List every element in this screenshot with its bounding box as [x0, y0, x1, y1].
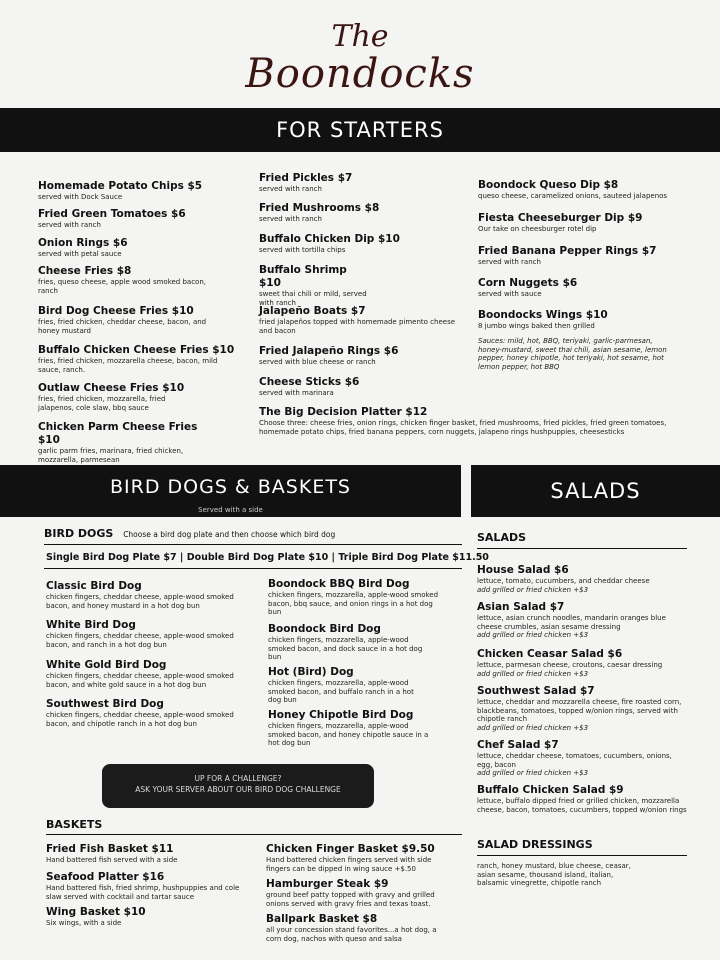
item-name: The Big Decision Platter $12: [259, 406, 428, 418]
menu-item: [38, 421, 218, 464]
wing-sauces: Sauces: mild, hot, BBQ, teriyaki, garlic-parmesan, honey-mustard, sweet thai chili, asian sesame, lemon pepper, honey chipotle, hot teriyaki, hot sesame, hot lemon pepper, hot BBQ: [478, 337, 667, 371]
menu-item: [38, 180, 248, 202]
salad-dressings-heading: SALAD DRESSINGS: [477, 838, 593, 851]
item-name: Wing Basket $10: [46, 906, 146, 918]
item-desc: chicken fingers, mozzarella, apple-wood smoked bacon, and buffalo ranch in a hot dog bun: [268, 679, 414, 704]
item-name: Ballpark Basket $8: [266, 913, 378, 925]
item-desc: lettuce, buffalo dipped fried or grilled chicken, mozzarella cheese, bacon, tomatoes, cucumbers, topped w/onion rings: [477, 797, 687, 814]
item-addon: add grilled or fried chicken +$3: [477, 723, 589, 732]
item-desc: all your concession stand favorites...a hot dog, a corn dog, nachos with queso and salsa: [266, 926, 437, 943]
birddogs-heading: BIRD DOGS Choose a bird dog plate and then choose which bird dog: [44, 527, 336, 540]
item-desc: fries, queso cheese, apple wood smoked bacon, ranch: [38, 278, 206, 295]
item-name: Fried Banana Pepper Rings $7: [478, 245, 657, 257]
menu-item: [38, 237, 248, 259]
menu-item: [266, 878, 451, 908]
item-desc: Six wings, with a side: [46, 919, 122, 927]
item-addon: add grilled or fried chicken +$3: [477, 769, 589, 777]
menu-item: [38, 265, 228, 295]
item-name: Homemade Potato Chips $5: [38, 180, 203, 192]
item-desc: served with blue cheese or ranch: [259, 358, 376, 366]
item-name: White Gold Bird Dog: [46, 659, 167, 671]
item-name: Buffalo Chicken Dip $10: [259, 233, 400, 245]
divider: [44, 544, 462, 545]
birddogs-title: BIRD DOGS & BASKETS: [110, 476, 351, 498]
menu-item: [46, 619, 251, 649]
item-desc: served with ranch: [259, 185, 322, 193]
item-name: Jalapeño Boats $7: [259, 305, 366, 317]
item-desc: fries, fried chicken, mozzarella cheese, bacon, mild sauce, ranch.: [38, 357, 218, 374]
menu-item: [46, 906, 251, 928]
item-name: Outlaw Cheese Fries $10: [38, 382, 185, 394]
item-name: Boondock Bird Dog: [268, 623, 381, 635]
item-name: Buffalo Chicken Salad $9: [477, 784, 624, 796]
menu-item: [266, 913, 451, 943]
menu-item: [259, 172, 459, 194]
menu-item: [38, 382, 198, 412]
item-desc: chicken fingers, cheddar cheese, apple-wood smoked bacon, and honey mustard in a hot dog bun: [46, 593, 234, 610]
item-name: Chicken Parm Cheese Fries $10: [38, 421, 198, 446]
menu-item: [38, 305, 208, 335]
item-desc: chicken fingers, mozzarella, apple-wood smoked bacon, bbq sauce, and onion rings in a hot dog bun: [268, 591, 439, 616]
item-desc: lettuce, parmesan cheese, croutons, caesar dressing: [477, 661, 663, 669]
salads-band: [471, 465, 720, 517]
divider: [477, 855, 687, 856]
item-desc: served with tortilla chips: [259, 246, 346, 254]
menu-item: [268, 709, 433, 748]
birddogs-heading-note: Choose a bird dog plate and then choose which bird dog: [123, 530, 336, 539]
divider: [46, 834, 462, 835]
item-name: Honey Chipotle Bird Dog: [268, 709, 414, 721]
item-name: White Bird Dog: [46, 619, 136, 631]
menu-item: [259, 233, 459, 255]
menu-item: [46, 698, 256, 728]
salad-dressings-list: ranch, honey mustard, blue cheese, ceasar, asian sesame, thousand island, italian, balsamic vinegrette, chipotle ranch: [477, 862, 631, 887]
menu-item: [478, 245, 698, 267]
item-addon: add grilled or fried chicken +$3: [477, 631, 589, 639]
item-name: Boondock Queso Dip $8: [478, 179, 619, 191]
logo-line-1: The: [331, 19, 389, 54]
birddogs-band: [0, 465, 461, 517]
item-name: Fried Pickles $7: [259, 172, 353, 184]
item-desc: lettuce, asian crunch noodles, mandarin oranges blue cheese crumbles, asian sesame dressing: [477, 614, 666, 631]
menu-item: [38, 344, 238, 374]
item-desc: Hand battered chicken fingers served with side fingers can be dipped in wing sauce +$.50: [266, 856, 432, 873]
item-name: Bird Dog Cheese Fries $10: [38, 305, 194, 317]
item-name: Seafood Platter $16: [46, 871, 165, 883]
menu-item: [478, 277, 698, 299]
item-name: Chicken Finger Basket $9.50: [266, 843, 435, 855]
menu-item: [259, 305, 459, 335]
salad-item: [477, 564, 692, 594]
menu-item: [478, 212, 698, 234]
salad-item: [477, 739, 677, 778]
item-name: Southwest Bird Dog: [46, 698, 164, 710]
salad-item: [477, 685, 692, 732]
item-name: Classic Bird Dog: [46, 580, 142, 592]
menu-item: [268, 666, 423, 705]
item-desc: Hand battered fish served with a side: [46, 856, 178, 864]
menu-item: [478, 309, 698, 331]
item-desc: chicken fingers, cheddar cheese, apple-wood smoked bacon, and ranch in a hot dog bun: [46, 632, 234, 649]
menu-item: [478, 179, 698, 201]
item-desc: chicken fingers, mozzarella, apple-wood smoked bacon, and honey chipotle sauce in a hot dog bun: [268, 722, 429, 747]
birddogs-subtitle: Served with a side: [198, 506, 263, 514]
menu-item: [259, 376, 459, 398]
item-desc: Our take on cheesburger rotel dip: [478, 225, 597, 233]
item-name: Cheese Sticks $6: [259, 376, 360, 388]
item-desc: chicken fingers, mozzarella, apple-wood smoked bacon, and dock sauce in a hot dog bun: [268, 636, 423, 661]
item-desc: Hand battered fish, fried shrimp, hushpuppies and cole slaw served with cocktail and tartar sauce: [46, 884, 240, 901]
item-name: Boondock BBQ Bird Dog: [268, 578, 410, 590]
baskets-heading: BASKETS: [46, 818, 103, 831]
birddog-challenge-banner: [102, 764, 374, 808]
item-desc: served with ranch: [38, 221, 101, 229]
item-name: Asian Salad $7: [477, 601, 565, 613]
menu-item: [268, 623, 423, 662]
menu-item: [46, 843, 251, 865]
item-name: Fried Mushrooms $8: [259, 202, 380, 214]
item-desc: served with marinara: [259, 389, 334, 397]
item-desc: 8 jumbo wings baked then grilled: [478, 322, 595, 330]
item-name: Hamburger Steak $9: [266, 878, 389, 890]
item-desc: chicken fingers, cheddar cheese, apple-wood smoked bacon, and chipotle ranch in a hot dog bun: [46, 711, 234, 728]
item-name: Corn Nuggets $6: [478, 277, 578, 289]
item-name: Fried Green Tomatoes $6: [38, 208, 186, 220]
item-name: Fiesta Cheeseburger Dip $9: [478, 212, 643, 224]
item-desc: garlic parm fries, marinara, fried chicken, mozzarella, parmesean: [38, 447, 184, 464]
item-name: Buffalo Shrimp $10: [259, 264, 347, 289]
menu-item: [266, 843, 451, 873]
item-name: Fried Jalapeño Rings $6: [259, 345, 399, 357]
item-name: Hot (Bird) Dog: [268, 666, 354, 678]
item-desc: fries, fried chicken, cheddar cheese, bacon, and honey mustard: [38, 318, 207, 335]
item-desc: served with Dock Sauce: [38, 193, 123, 201]
item-desc: served with sauce: [478, 290, 542, 298]
item-name: Cheese Fries $8: [38, 265, 132, 277]
starters-band: [0, 108, 720, 152]
item-desc: served with ranch: [478, 258, 541, 266]
salads-heading: SALADS: [477, 531, 527, 544]
item-name: Onion Rings $6: [38, 237, 128, 249]
item-name: Chicken Ceasar Salad $6: [477, 648, 623, 660]
item-desc: served with petal sauce: [38, 250, 122, 258]
menu-item: [268, 578, 448, 617]
item-desc: queso cheese, caramelized onions, sauteed jalapenos: [478, 192, 668, 200]
challenge-line-1: UP FOR A CHALLENGE?: [194, 774, 282, 783]
challenge-line-2: ASK YOUR SERVER ABOUT OUR BIRD DOG CHALLENGE: [135, 785, 341, 794]
salads-title: SALADS: [550, 479, 641, 503]
salad-item: [477, 784, 702, 814]
divider: [44, 568, 462, 569]
menu-item: [46, 659, 256, 689]
restaurant-logo: [0, 19, 720, 97]
item-desc: fried jalapeños topped with homemade pimento cheese and bacon: [259, 318, 456, 335]
divider: [477, 548, 687, 549]
item-desc: lettuce, cheddar cheese, tomatoes, cucumbers, onions, egg, bacon: [477, 752, 672, 769]
item-name: House Salad $6: [477, 564, 569, 576]
menu-item-platter: [259, 406, 679, 436]
item-desc: ground beef patty topped with gravy and grilled onions served with gravy fries and texas toast.: [266, 891, 435, 908]
item-desc: lettuce, cheddar and mozzarella cheese, fire roasted corn, blackbeans, tomatoes, topped w/onion rings, served with chipotle ranch: [477, 698, 682, 723]
salad-item: [477, 601, 672, 640]
logo-line-2: Boondocks: [245, 51, 475, 97]
item-desc: served with ranch: [259, 215, 322, 223]
menu-item: [46, 580, 251, 610]
item-desc: Choose three: cheese fries, onion rings, chicken finger basket, fried mushrooms, fried pickles, fried green tomatoes, homemade potato chips, fried banana peppers, corn nuggets, jalapeno rings hushpuppies, cheesesticks: [259, 419, 667, 436]
item-name: Boondocks Wings $10: [478, 309, 608, 321]
item-desc: lettuce, tomato, cucumbers, and cheddar cheese: [477, 577, 650, 585]
menu-item: [46, 871, 251, 901]
menu-item: [259, 202, 459, 224]
menu-item: [38, 208, 248, 230]
item-name: Chef Salad $7: [477, 739, 559, 751]
item-name: Buffalo Chicken Cheese Fries $10: [38, 344, 235, 356]
item-desc: fries, fried chicken, mozzarella, fried jalapenos, cole slaw, bbq sauce: [38, 395, 166, 412]
item-desc: chicken fingers, cheddar cheese, apple-wood smoked bacon, and white gold sauce in a hot dog bun: [46, 672, 234, 689]
salad-item: [477, 648, 692, 678]
item-desc: sweet thai chili or mild, served with ranch: [259, 290, 367, 307]
birddog-plates: Single Bird Dog Plate $7 | Double Bird Dog Plate $10 | Triple Bird Dog Plate $11.50: [46, 552, 489, 563]
item-addon: add grilled or fried chicken +$3: [477, 669, 589, 678]
menu-item: [259, 264, 369, 307]
item-name: Fried Fish Basket $11: [46, 843, 174, 855]
menu-item: [259, 345, 459, 367]
item-name: Southwest Salad $7: [477, 685, 595, 697]
starters-title: FOR STARTERS: [276, 118, 444, 142]
item-addon: add grilled or fried chicken +$3: [477, 585, 589, 594]
